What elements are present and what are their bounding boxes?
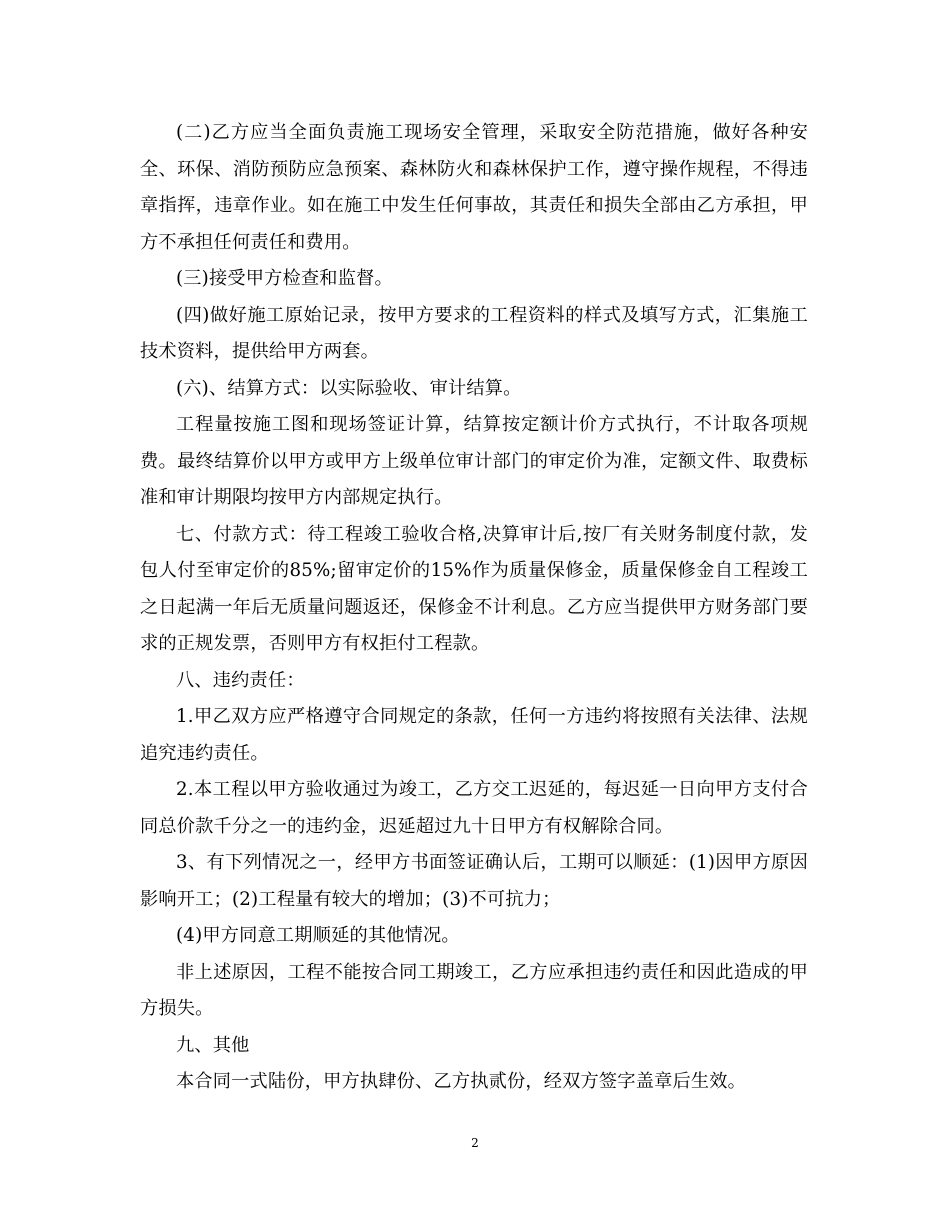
paragraph-breach-item-1: 1.甲乙双方应严格遵守合同规定的条款，任何一方违约将按照有关法律、法规追究违约责任。 — [140, 706, 808, 764]
paragraph-settlement-method: (六)、结算方式：以实际验收、审计结算。 — [176, 377, 522, 399]
paragraph-copies: 本合同一式陆份，甲方执肆份、乙方执贰份，经双方签字盖章后生效。 — [176, 1071, 747, 1092]
paragraph-construction-records: (四)做好施工原始记录，按甲方要求的工程资料的样式及填写方式，汇集施工技术资料，提供给甲方两套。 — [140, 304, 808, 362]
page-number: 2 — [471, 1136, 479, 1150]
document-body — [140, 115, 808, 1101]
paragraph-safety-management: (二)乙方应当全面负责施工现场安全管理，采取安全防范措施，做好各种安全、环保、消防预防应急预案、森林防火和森林保护工作，遵守操作规程，不得违章指挥，违章作业。如在施工中发生任何事故，其责任和损失全部由乙方承担，甲方不承担任何责任和费用。 — [140, 122, 808, 253]
paragraph-breach-item-3: 3、有下列情况之一，经甲方书面签证确认后，工期可以顺延：(1)因甲方原因影响开工；(2)工程量有较大的增加；(3)不可抗力； — [140, 852, 808, 910]
paragraph-payment-method: 七、付款方式：待工程竣工验收合格,决算审计后,按厂有关财务制度付款，发包人付至审定价的85%;留审定价的15%作为质量保修金，质量保修金自工程竣工之日起满一年后无质量问题返还，保修金不计利息。乙方应当提供甲方财务部门要求的正规发票，否则甲方有权拒付工程款。 — [140, 523, 808, 654]
paragraph-quantity-calculation: 工程量按施工图和现场签证计算，结算按定额计价方式执行，不计取各项规费。最终结算价以甲方或甲方上级单位审计部门的审定价为准，定额文件、取费标准和审计期限均按甲方内部规定执行。 — [140, 414, 808, 508]
heading-other: 九、其他 — [176, 1034, 250, 1056]
paragraph-other-reasons: 非上述原因，工程不能按合同工期竣工，乙方应承担违约责任和因此造成的甲方损失。 — [140, 961, 808, 1019]
paragraph-inspection: (三)接受甲方检查和监督。 — [176, 268, 393, 289]
paragraph-breach-item-2: 2.本工程以甲方验收通过为竣工，乙方交工迟延的，每迟延一日向甲方支付合同总价款千分之一的违约金，迟延超过九十日甲方有权解除合同。 — [140, 779, 808, 837]
heading-breach-liability: 八、违约责任： — [176, 669, 305, 691]
paragraph-breach-item-3-sub-4: (4)甲方同意工期顺延的其他情况。 — [176, 925, 460, 946]
